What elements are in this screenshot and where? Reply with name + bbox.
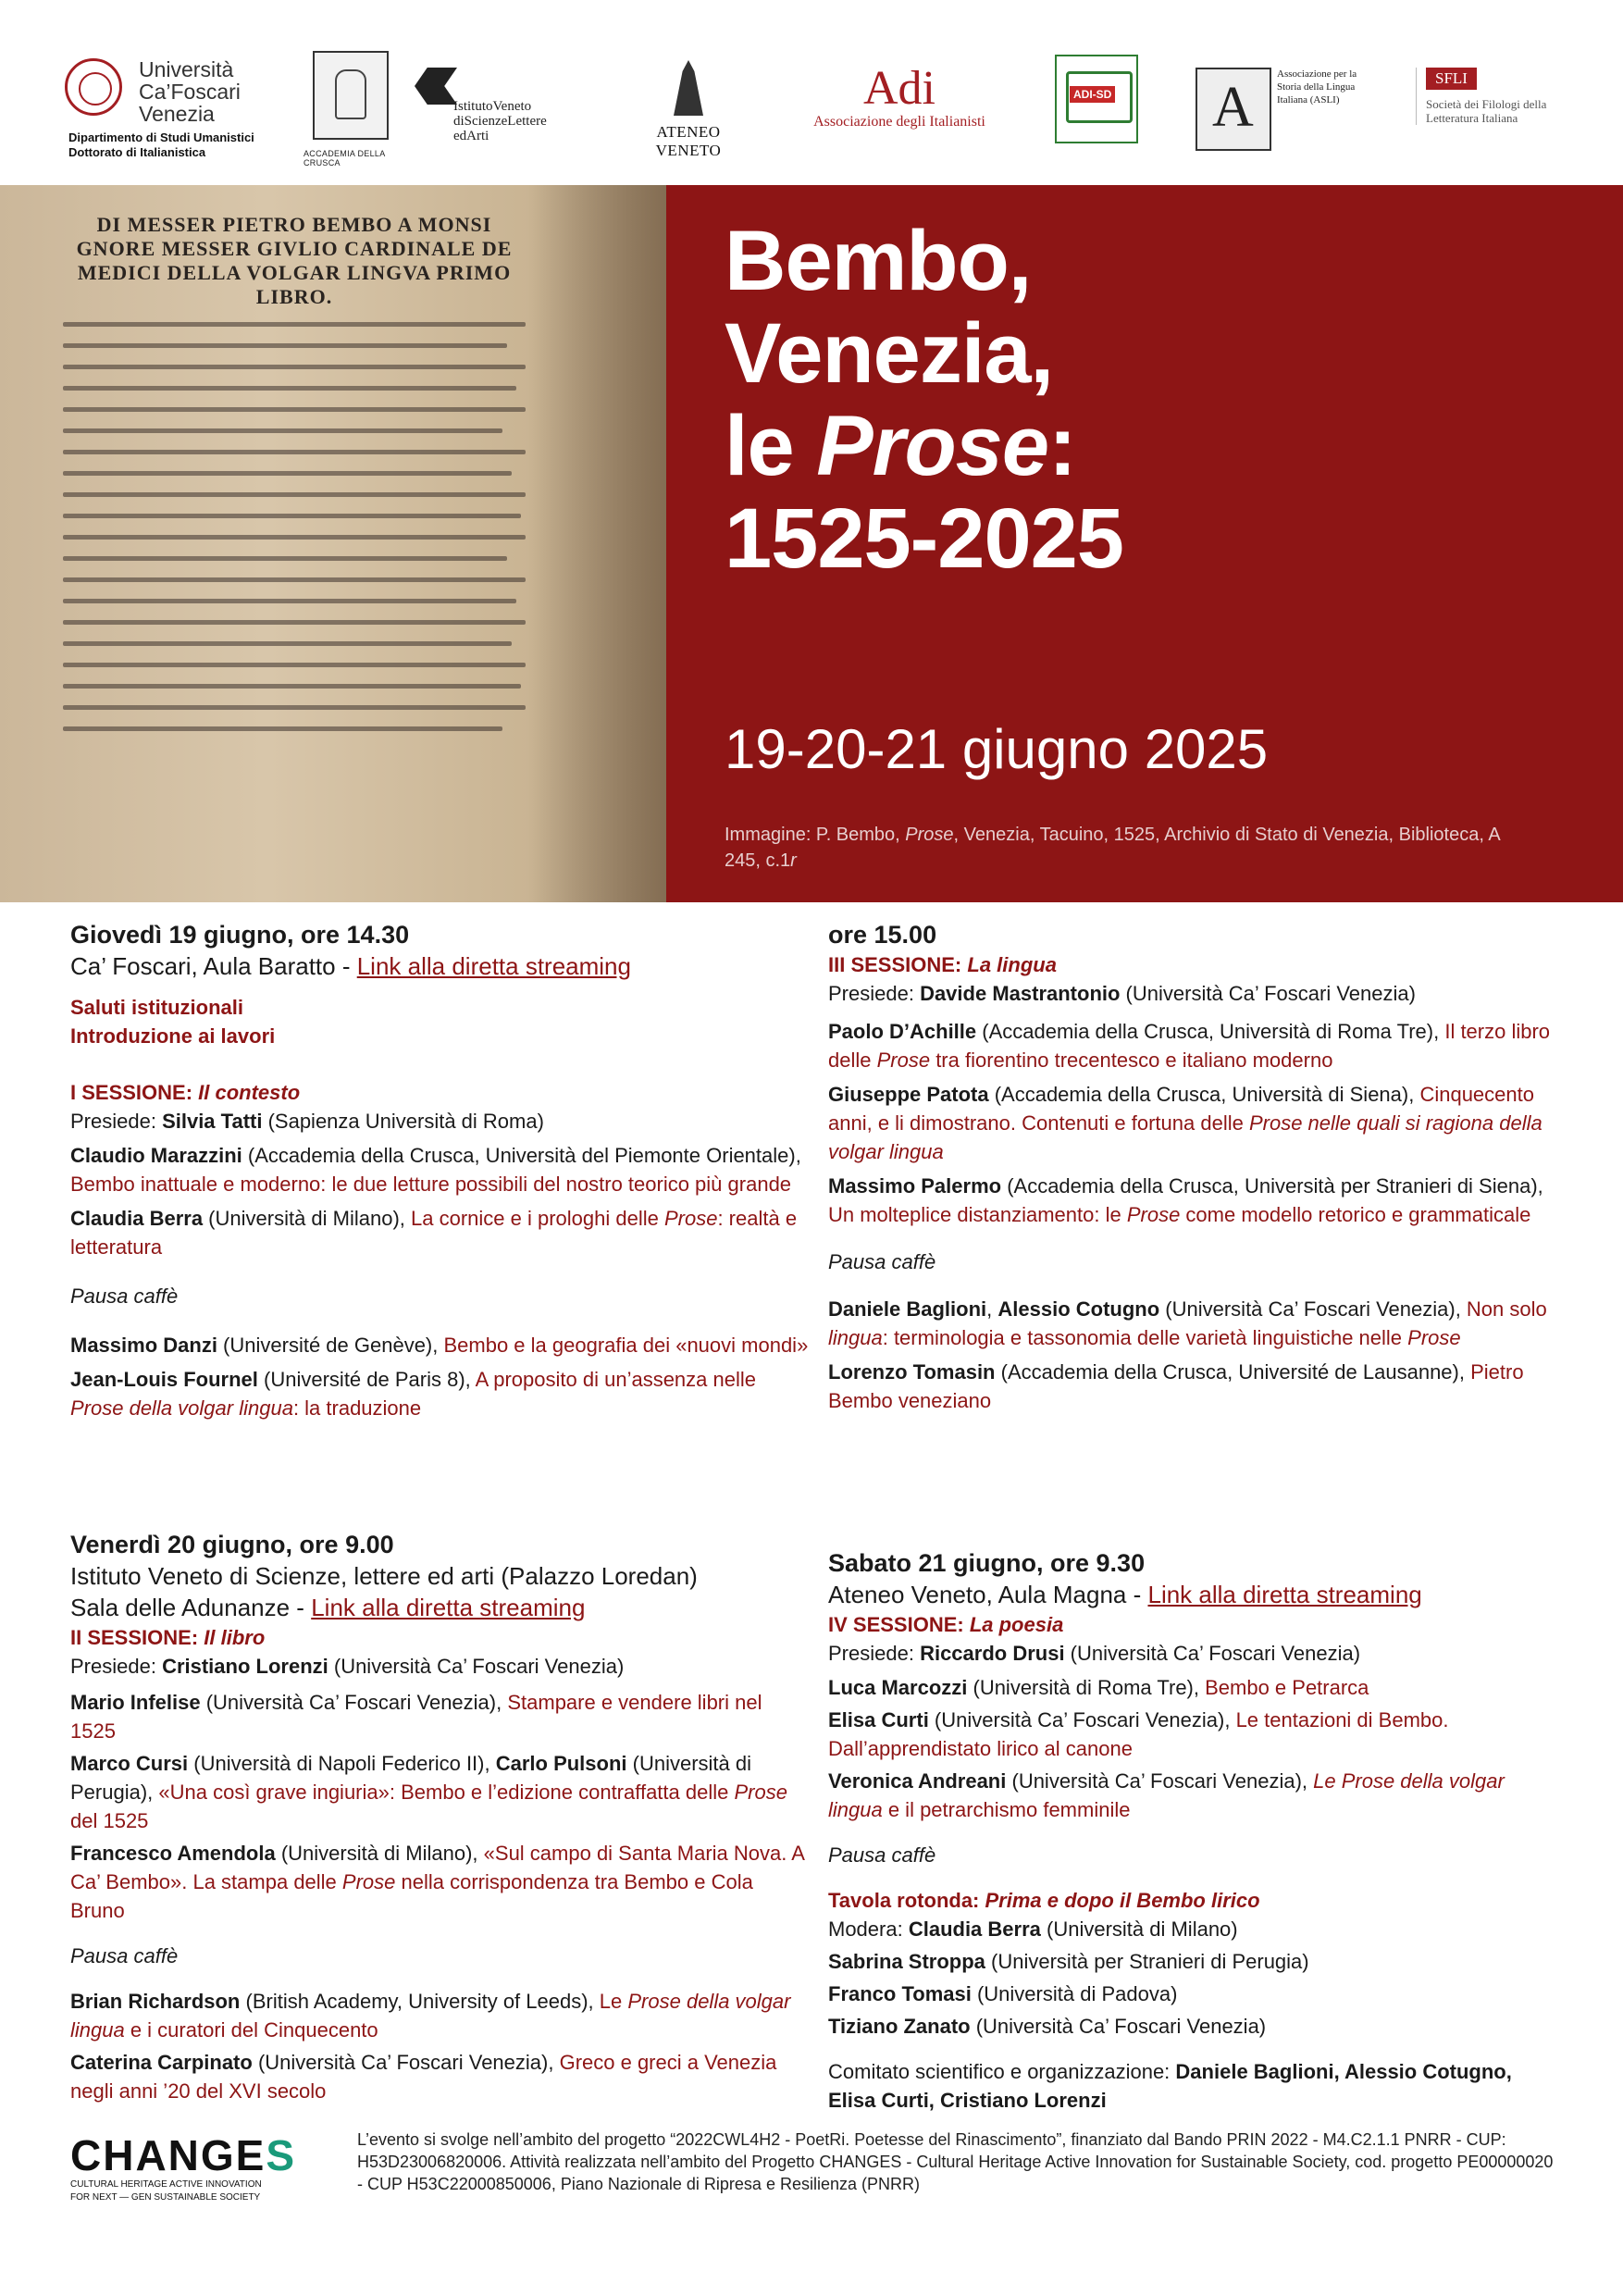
manuscript-heading: DI MESSER PIETRO BEMBO A MONSI GNORE MESSER GIVLIO CARDINALE DE MEDICI DELLA VOLGAR LINGVA PRIMO LIBRO.	[76, 213, 513, 308]
day2-program	[70, 1529, 811, 2105]
event-dates: 19-20-21 giugno 2025	[725, 718, 1269, 780]
day1-afternoon-program	[828, 919, 1559, 1415]
ateneo-text: ATENEO VENETO	[655, 123, 722, 159]
ivsla-text: IstitutoVeneto diScienzeLettere edArti	[453, 99, 547, 143]
talk: Lorenzo Tomasin (Accademia della Crusca, Université de Lausanne), Pietro Bembo veneziano	[828, 1360, 1524, 1412]
crusca-logo	[304, 51, 405, 168]
manuscript-text-lines	[63, 322, 526, 731]
day-heading: Sabato 21 giugno, ore 9.30	[828, 1549, 1146, 1577]
day-heading: Venerdì 20 giugno, ore 9.00	[70, 1531, 394, 1558]
talk: Paolo D’Achille (Accademia della Crusca, Università di Roma Tre), Il terzo libro delle Prose tra fiorentino trecentesco e italiano moderno	[828, 1020, 1551, 1072]
ivsla-logo	[415, 68, 590, 143]
crusca-caption: ACCADEMIA DELLA CRUSCA	[304, 149, 386, 168]
talk: Elisa Curti (Università Ca’ Foscari Venezia), Le tentazioni di Bembo. Dall’apprendistato lirico al canone	[828, 1708, 1449, 1760]
opening-greetings: Saluti istituzionali	[70, 996, 244, 1019]
asli-text: Associazione per la Storia della Lingua Italiana (ASLI)	[1277, 68, 1357, 105]
panelist: Tiziano Zanato (Università Ca’ Foscari Venezia)	[828, 2015, 1267, 2038]
coffee-break: Pausa caffè	[70, 1944, 179, 1967]
session-chair: Presiede: Davide Mastrantonio (Università Ca’ Foscari Venezia)	[828, 982, 1416, 1005]
round-table-moderator: Modera: Claudia Berra (Università di Milano)	[828, 1917, 1238, 1941]
adi-wordmark: Adi	[863, 62, 935, 115]
session-chair: Presiede: Riccardo Drusi (Università Ca’ Foscari Venezia)	[828, 1642, 1361, 1665]
adi-subtitle: Associazione degli Italianisti	[813, 114, 985, 130]
adisd-label: ADI-SD	[1070, 86, 1115, 103]
sfli-logo	[1416, 68, 1583, 125]
ivsla-mark-icon	[415, 68, 457, 105]
coffee-break: Pausa caffè	[828, 1843, 936, 1867]
venue-room: Sala delle Adunanze - Link alla diretta streaming	[70, 1594, 586, 1621]
talk: Claudio Marazzini (Accademia della Crusca, Università del Piemonte Orientale), Bembo inattuale e moderno: le due letture possibili del nostro teorico più grande	[70, 1144, 801, 1196]
unive-name: Università Ca’Foscari Venezia	[139, 57, 241, 126]
talk: Francesco Amendola (Università di Milano), «Sul campo di Santa Maria Nova. A Ca’ Bembo». La stampa delle Prose nella corrispondenza tra Bembo e Cola Bruno	[70, 1842, 804, 1922]
talk: Daniele Baglioni, Alessio Cotugno (Università Ca’ Foscari Venezia), Non solo lingua: terminologia e tassonomia delle varietà linguistiche nelle Prose	[828, 1297, 1547, 1349]
hero-banner	[0, 185, 1623, 902]
streaming-link[interactable]: Link alla diretta streaming	[311, 1594, 586, 1621]
session-heading: II SESSIONE: Il libro	[70, 1626, 266, 1649]
session-chair: Presiede: Silvia Tatti (Sapienza Università di Roma)	[70, 1110, 544, 1133]
talk: Mario Infelise (Università Ca’ Foscari Venezia), Stampare e vendere libri nel 1525	[70, 1691, 762, 1743]
unive-dept: Dipartimento di Studi Umanistici	[68, 130, 254, 144]
talk: Veronica Andreani (Università Ca’ Foscari Venezia), Le Prose della volgar lingua e il petrarchismo femminile	[828, 1769, 1505, 1821]
panelist: Franco Tomasi (Università di Padova)	[828, 1982, 1178, 2005]
ateneo-statue-icon	[651, 60, 725, 118]
talk: Giuseppe Patota (Accademia della Crusca, Università di Siena), Cinquecento anni, e li dimostrano. Contenuti e fortuna delle Prose nelle quali si ragiona della volgar lingua	[828, 1083, 1542, 1163]
adi-logo	[798, 64, 1001, 130]
ateneo-logo	[624, 60, 753, 160]
crusca-emblem-icon	[313, 51, 389, 140]
session-heading: IV SESSIONE: La poesia	[828, 1613, 1064, 1636]
day-heading: Giovedì 19 giugno, ore 14.30	[70, 921, 410, 949]
talk: Massimo Palermo (Accademia della Crusca, Università per Stranieri di Siena), Un molteplice distanziamento: le Prose come modello retorico e grammaticale	[828, 1174, 1543, 1226]
coffee-break: Pausa caffè	[70, 1285, 179, 1308]
talk: Jean-Louis Fournel (Université de Paris 8), A proposito di un’assenza nelle Prose della volgar lingua: la traduzione	[70, 1368, 756, 1420]
sfli-text: Società dei Filologi della Letteratura Italiana	[1426, 97, 1547, 125]
venue: Ca’ Foscari, Aula Baratto - Link alla diretta streaming	[70, 952, 631, 980]
talk: Luca Marcozzi (Università di Roma Tre), Bembo e Petrarca	[828, 1676, 1369, 1699]
event-title: Bembo, Venezia, le Prose: 1525-2025	[725, 214, 1123, 586]
round-table-heading: Tavola rotonda: Prima e dopo il Bembo lirico	[828, 1889, 1260, 1912]
opening-intro: Introduzione ai lavori	[70, 1024, 276, 1048]
talk: Marco Cursi (Università di Napoli Federico II), Carlo Pulsoni (Università di Perugia), «Una così grave ingiuria»: Bembo e l’edizione contraffatta delle Prose del 1525	[70, 1752, 787, 1832]
coffee-break: Pausa caffè	[828, 1250, 936, 1273]
funding-note: L’evento si svolge nell’ambito del progetto “2022CWL4H2 - PoetRi. Poetesse del Rinascimento”, finanziato dal Bando PRIN 2022 - M4.C2.1.1 PNRR - CUP: H53D23006820006. Attività realizzata nell’ambito del Progetto CHANGES - Cultural Heritage Active Innovation for Sustainable Society, cod. progetto PE00000020 - CUP H53C22000850006, Piano Nazionale di Ripresa e Resilienza (PNRR)	[357, 2130, 1554, 2193]
venue: Istituto Veneto di Scienze, lettere ed arti (Palazzo Loredan)	[70, 1562, 698, 1590]
talk: Claudia Berra (Università di Milano), La cornice e i prologhi delle Prose: realtà e letteratura	[70, 1207, 798, 1259]
streaming-link[interactable]: Link alla diretta streaming	[1147, 1581, 1422, 1608]
day1-program	[70, 919, 811, 1422]
asli-initial-icon	[1196, 68, 1271, 151]
streaming-link[interactable]: Link alla diretta streaming	[356, 952, 631, 980]
adisd-logo	[1055, 55, 1138, 143]
manuscript-image	[0, 185, 666, 902]
talk: Brian Richardson (British Academy, University of Leeds), Le Prose della volgar lingua e i curatori del Cinquecento	[70, 1990, 791, 2042]
changes-logo: CHANGES CULTURAL HERITAGE ACTIVE INNOVATION FOR NEXT — GEN SUSTAINABLE SOCIETY	[70, 2131, 297, 2203]
session-heading: III SESSIONE: La lingua	[828, 953, 1057, 976]
unive-doctorate: Dottorato di Italianistica	[68, 145, 206, 159]
panelist: Sabrina Stroppa (Università per Stranieri di Perugia)	[828, 1950, 1309, 1973]
talk: Caterina Carpinato (Università Ca’ Foscari Venezia), Greco e greci a Venezia negli anni ’20 del XVI secolo	[70, 2051, 777, 2103]
logo-bar	[65, 51, 1564, 171]
time-heading: ore 15.00	[828, 921, 937, 949]
image-caption: Immagine: P. Bembo, Prose, Venezia, Tacuino, 1525, Archivio di Stato di Venezia, Biblioteca, A 245, c.1r	[725, 825, 1500, 871]
venue: Ateneo Veneto, Aula Magna - Link alla diretta streaming	[828, 1581, 1422, 1608]
unive-seal-icon	[65, 58, 122, 116]
organizing-committee: Comitato scientifico e organizzazione: Daniele Baglioni, Alessio Cotugno, Elisa Curti, Cristiano Lorenzi	[828, 2060, 1512, 2112]
session-heading: I SESSIONE: Il contesto	[70, 1081, 301, 1104]
talk: Massimo Danzi (Université de Genève), Bembo e la geografia dei «nuovi mondi»	[70, 1334, 809, 1357]
session-chair: Presiede: Cristiano Lorenzi (Università Ca’ Foscari Venezia)	[70, 1655, 625, 1678]
sfli-badge: SFLI	[1426, 68, 1477, 90]
day3-program	[828, 1547, 1559, 2115]
